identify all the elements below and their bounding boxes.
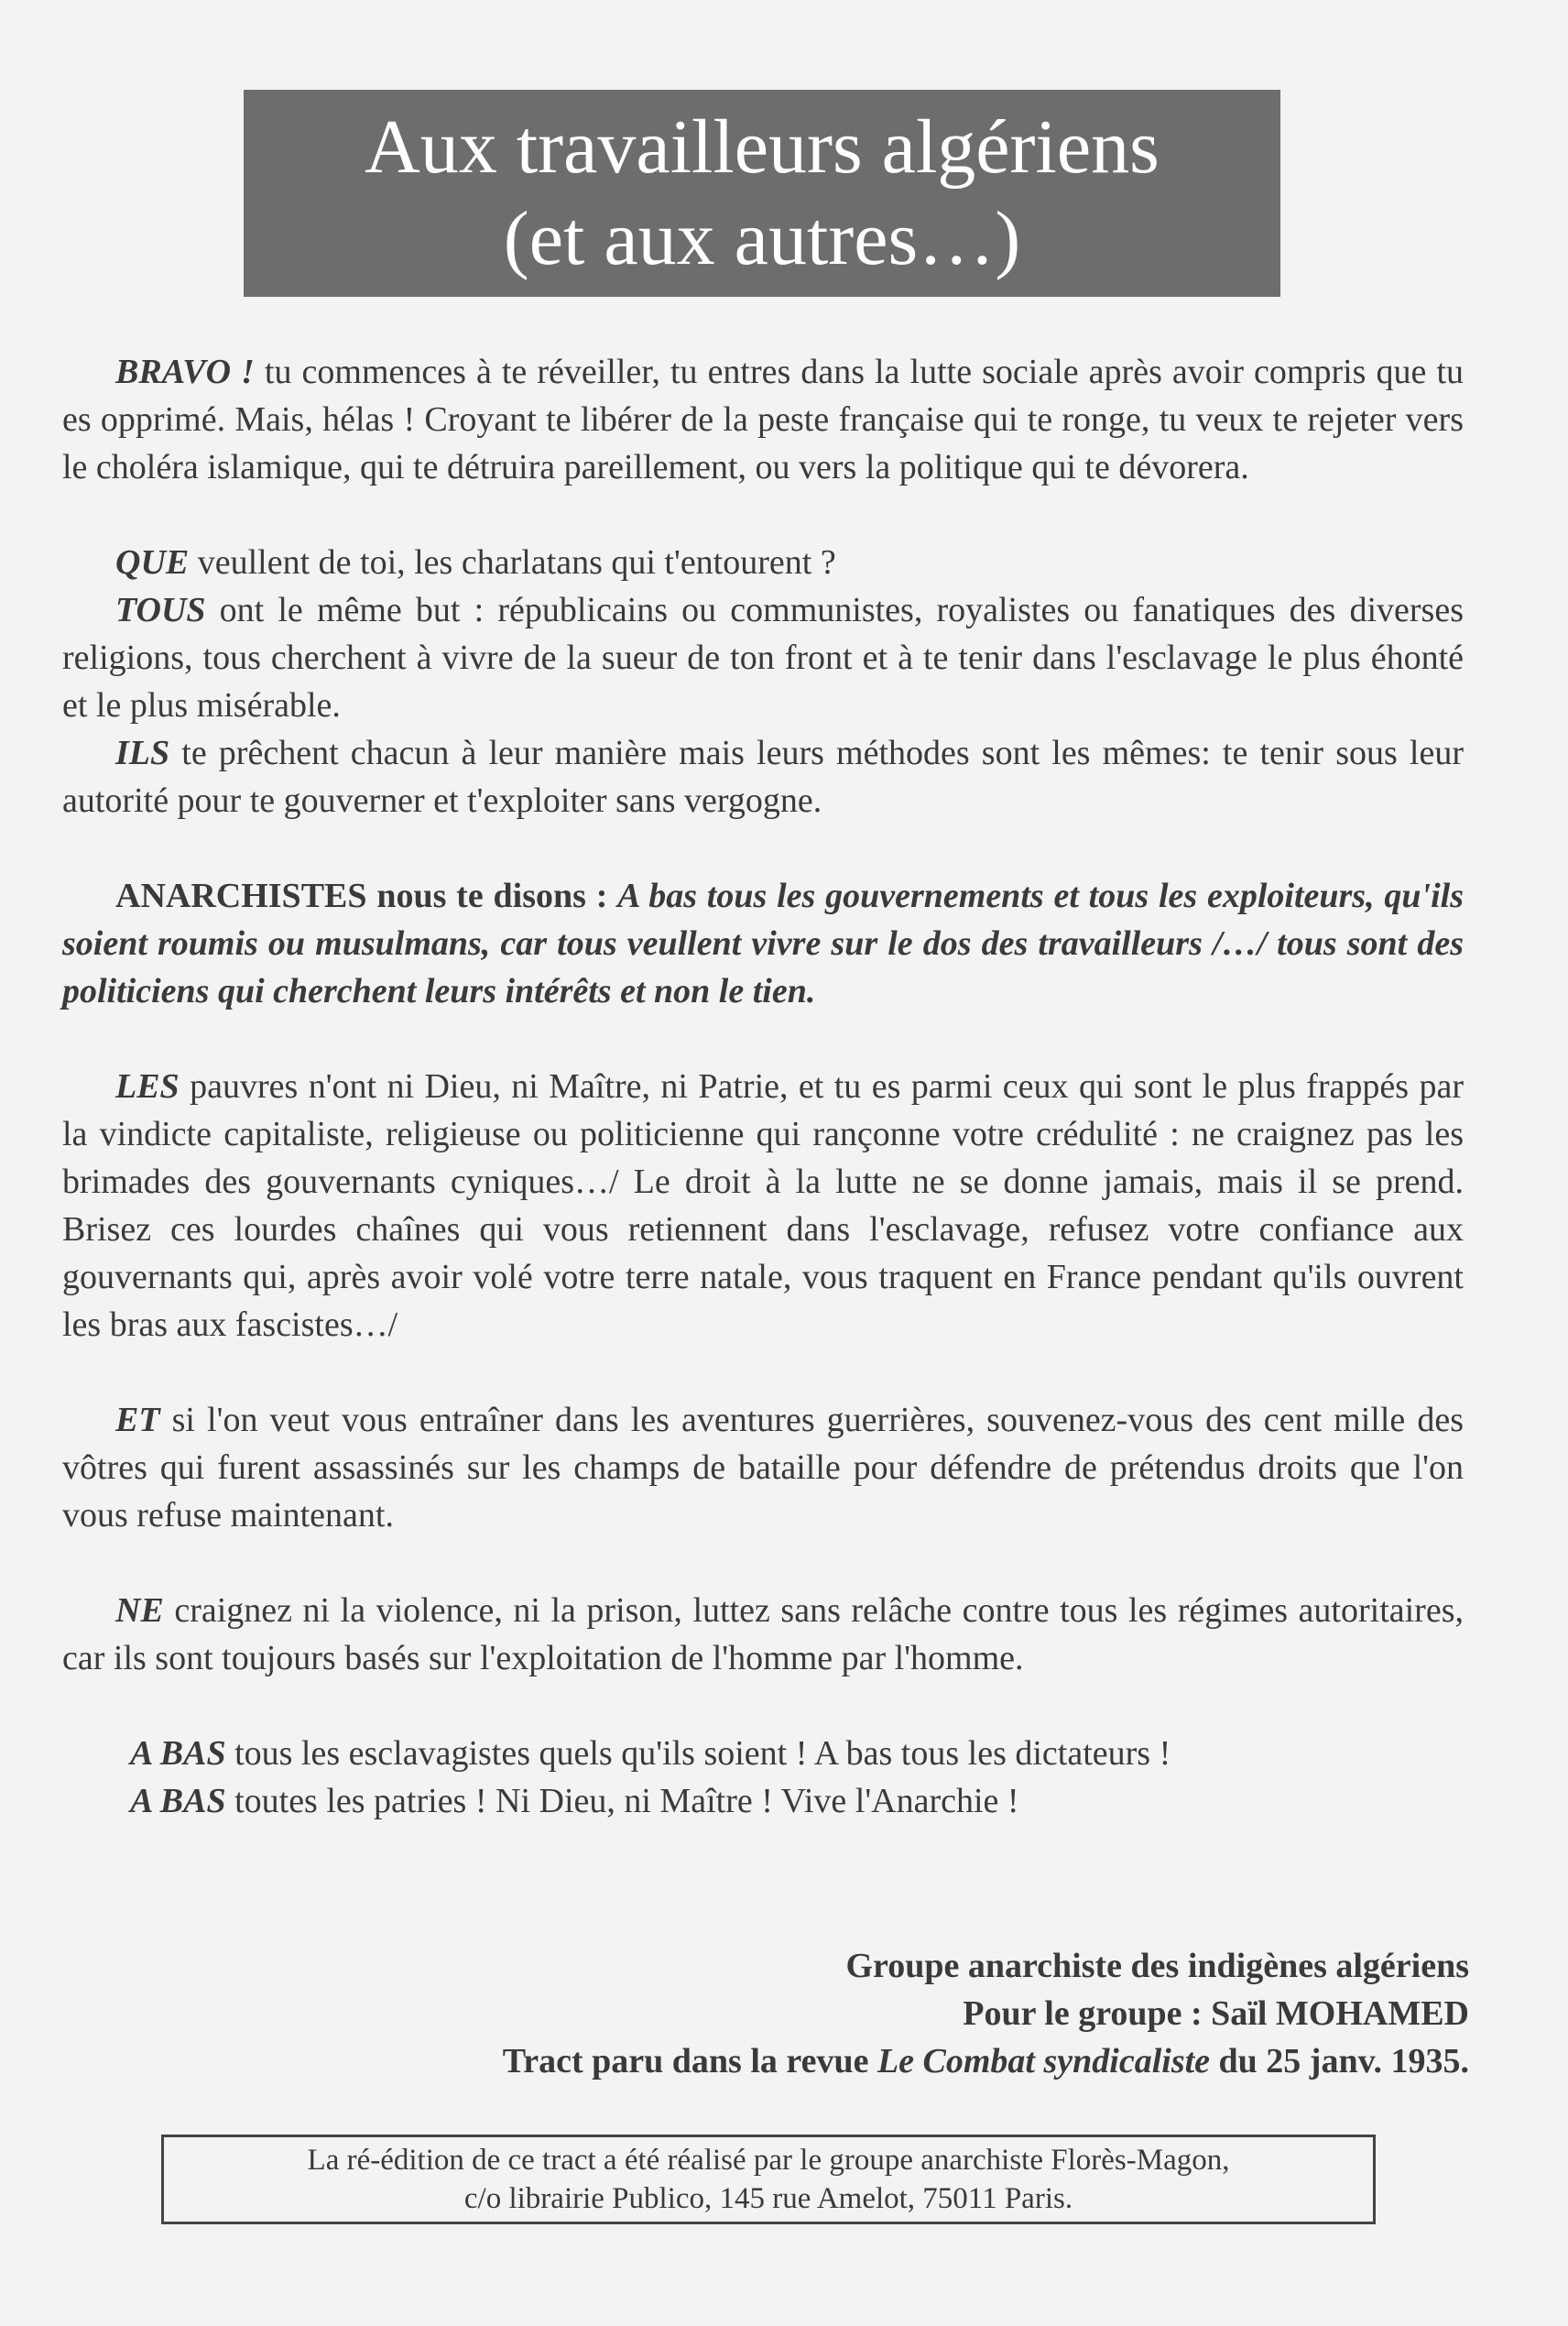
source-prefix: Tract paru dans la revue: [502, 2042, 877, 2080]
paragraph-text: te prêchent chacun à leur manière mais leurs méthodes sont les mêmes: te tenir sous leur autorité pour te gouverner et t'exploiter sans vergogne.: [62, 734, 1464, 820]
slogan-lead: A BAS: [130, 1734, 226, 1773]
tract-body: [62, 348, 1464, 1825]
paragraph-text: A bas tous les gouvernements et tous les exploiteurs, qu'ils soient roumis ou musulmans, car tous veullent vivre sur le dos des travailleurs /…/ tous sont des politiciens qui cherchent leurs intérêts et non le tien.: [62, 877, 1464, 1010]
slogan-text: tous les esclavagistes quels qu'ils soient ! A bas tous les dictateurs !: [225, 1734, 1171, 1773]
paragraph-text: ont le même but : républicains ou communistes, royalistes ou fanatiques des diverses religions, tous cherchent à vivre de la sueur de ton front et à te tenir dans l'esclavage le plus éhonté et le plus misérable.: [62, 591, 1464, 725]
slogans: [62, 1730, 1464, 1825]
title-banner: [244, 90, 1280, 297]
reedition-note: [161, 2135, 1376, 2224]
signature-block: [503, 1942, 1469, 2085]
paragraph-tous: [62, 586, 1464, 729]
magazine-title: Le Combat syndicaliste: [877, 2042, 1211, 2080]
paragraph-text: veullent de toi, les charlatans qui t'entourent ?: [189, 543, 836, 582]
slogan-lead: A BAS: [130, 1782, 226, 1820]
paragraph-ils: [62, 729, 1464, 824]
paragraph-et: [62, 1396, 1464, 1539]
paragraph-que: [62, 539, 1464, 586]
lead-word: NE: [115, 1591, 164, 1630]
lead-word: ILS: [115, 734, 170, 772]
paragraph-bravo: [62, 348, 1464, 491]
slogan-2: [130, 1777, 1464, 1825]
lead-word: ET: [115, 1401, 160, 1439]
slogan-text: toutes les patries ! Ni Dieu, ni Maître ! Vive l'Anarchie !: [225, 1782, 1019, 1820]
signature-source: [503, 2037, 1469, 2085]
slogan-1: [130, 1730, 1464, 1777]
paragraph-text: pauvres n'ont ni Dieu, ni Maître, ni Patrie, et tu es parmi ceux qui sont le plus frappés par la vindicte capitaliste, religieuse ou politicienne qui rançonne votre crédulité : ne craignez pas les brimades des gouvernants cyniques…/ Le droit à la lutte ne se donne jamais, mais il se prend. Brisez ces lourdes chaînes qui vous retiennent dans l'esclavage, refusez votre confiance aux gouvernants qui, après avoir volé votre terre natale, vous traquent en France pendant qu'ils ouvrent les bras aux fascistes…/: [62, 1067, 1464, 1344]
reedition-line-2: c/o librairie Publico, 145 rue Amelot, 75011 Paris.: [463, 2182, 1073, 2215]
source-date: du 25 janv. 1935.: [1210, 2042, 1469, 2080]
paragraph-text: craignez ni la violence, ni la prison, luttez sans relâche contre tous les régimes autoritaires, car ils sont toujours basés sur l'exploitation de l'homme par l'homme.: [62, 1591, 1464, 1677]
lead-word: QUE: [115, 543, 190, 582]
lead-word: ANARCHISTES: [115, 877, 367, 915]
title-line-1: Aux travailleurs algériens: [365, 104, 1160, 190]
lead-word: BRAVO !: [115, 353, 255, 391]
paragraph-text: tu commences à te réveiller, tu entres dans la lutte sociale après avoir compris que tu es opprimé. Mais, hélas ! Croyant te libérer de la peste française qui te ronge, tu veux te rejeter vers le choléra islamique, qui te détruira pareillement, ou vers la politique qui te dévorera.: [62, 353, 1464, 486]
lead-word: LES: [115, 1067, 180, 1106]
paragraph-intro: nous te disons :: [366, 877, 618, 915]
title-line-2: (et aux autres…): [503, 196, 1021, 281]
signature-author: Pour le groupe : Saïl MOHAMED: [963, 1994, 1469, 2033]
paragraph-text: si l'on veut vous entraîner dans les aventures guerrières, souvenez-vous des cent mille des vôtres qui furent assassinés sur les champs de bataille pour défendre de prétendus droits que l'on vous refuse maintenant.: [62, 1401, 1464, 1534]
paragraph-ne: [62, 1587, 1464, 1682]
paragraph-les: [62, 1063, 1464, 1349]
reedition-line-1: La ré-édition de ce tract a été réalisé par le groupe anarchiste Florès-Magon,: [307, 2144, 1230, 2177]
lead-word: TOUS: [115, 591, 206, 629]
paragraph-anarchistes: [62, 872, 1464, 1015]
signature-group: Groupe anarchiste des indigènes algériens: [845, 1947, 1469, 1985]
